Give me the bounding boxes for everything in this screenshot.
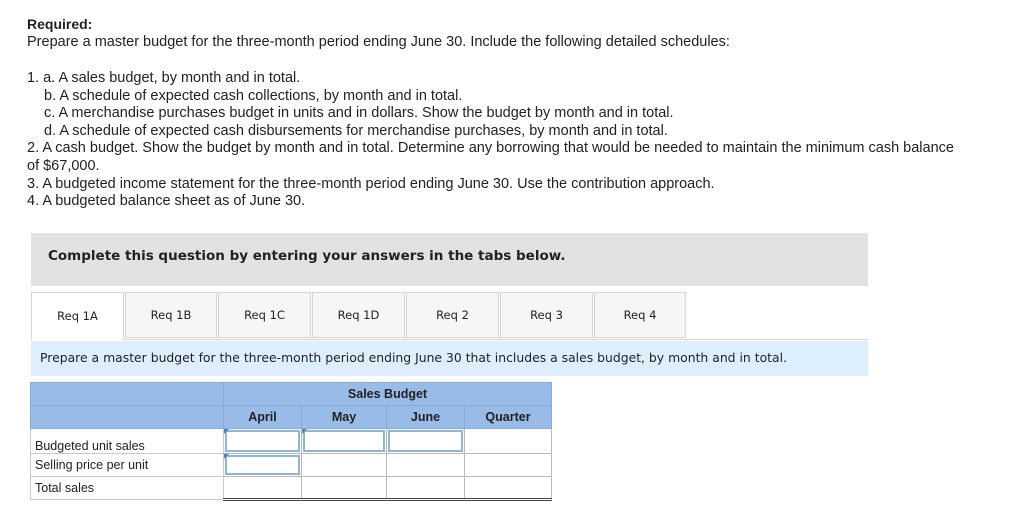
tab-req-1a[interactable]: Req 1A bbox=[31, 292, 124, 340]
col-quarter: Quarter bbox=[465, 406, 552, 429]
cell-selling-price-may bbox=[302, 454, 387, 477]
cell-selling-price-june bbox=[387, 454, 465, 477]
tab-req-1b[interactable]: Req 1B bbox=[125, 292, 217, 338]
input-unit-sales-april[interactable] bbox=[224, 429, 302, 454]
instruction-bar bbox=[31, 341, 868, 376]
input-unit-sales-june[interactable] bbox=[387, 429, 465, 454]
cell-selling-price-quarter bbox=[465, 454, 552, 477]
tab-underline bbox=[31, 339, 868, 340]
tab-req-3[interactable]: Req 3 bbox=[500, 292, 593, 338]
col-june: June bbox=[387, 406, 465, 429]
requirement-1c: c. A merchandise purchases budget in units and in dollars. Show the budget by month and in total. bbox=[44, 105, 674, 122]
cell-total-sales-quarter bbox=[465, 477, 552, 500]
cell-total-sales-april bbox=[224, 477, 302, 500]
requirement-1b: b. A schedule of expected cash collections, by month and in total. bbox=[44, 87, 463, 104]
table-title: Sales Budget bbox=[224, 383, 552, 406]
tab-req-4[interactable]: Req 4 bbox=[594, 292, 686, 338]
requirements-list bbox=[27, 70, 957, 211]
prompt-box bbox=[31, 233, 868, 286]
tab-req-1c[interactable]: Req 1C bbox=[218, 292, 311, 338]
row-label-unit-sales: Budgeted unit sales bbox=[31, 429, 224, 454]
instruction-text: Prepare a master budget for the three-month period ending June 30 that includes a sales budget, by month and in total. bbox=[40, 350, 787, 365]
table-row bbox=[31, 454, 552, 477]
requirement-3: 3. A budgeted income statement for the three-month period ending June 30. Use the contribution approach. bbox=[27, 175, 715, 192]
prompt-text: Complete this question by entering your answers in the tabs below. bbox=[48, 248, 566, 264]
requirement-1a: 1. a. A sales budget, by month and in total. bbox=[27, 70, 301, 86]
sales-budget-table bbox=[30, 382, 552, 501]
tab-req-2[interactable]: Req 2 bbox=[406, 292, 499, 338]
requirement-2: 2. A cash budget. Show the budget by month and in total. Determine any borrowing that would be needed to maintain the minimum cash balance of $67,000. bbox=[27, 140, 954, 174]
required-subheading: Prepare a master budget for the three-month period ending June 30. Include the following detailed schedules: bbox=[27, 34, 730, 50]
requirement-4: 4. A budgeted balance sheet as of June 30. bbox=[27, 193, 306, 210]
requirement-1d: d. A schedule of expected cash disbursements for merchandise purchases, by month and in total. bbox=[44, 122, 668, 139]
cell-unit-sales-quarter bbox=[465, 429, 552, 454]
col-may: May bbox=[302, 406, 387, 429]
tab-req-1d[interactable]: Req 1D bbox=[312, 292, 405, 338]
table-row bbox=[31, 477, 552, 500]
row-label-selling-price: Selling price per unit bbox=[31, 454, 224, 477]
table-row bbox=[31, 429, 552, 454]
required-heading: Required: bbox=[27, 16, 93, 32]
cell-total-sales-june bbox=[387, 477, 465, 500]
input-selling-price-april[interactable] bbox=[224, 454, 302, 477]
input-unit-sales-may[interactable] bbox=[302, 429, 387, 454]
row-label-total-sales: Total sales bbox=[31, 477, 224, 500]
cell-total-sales-may bbox=[302, 477, 387, 500]
col-april: April bbox=[224, 406, 302, 429]
